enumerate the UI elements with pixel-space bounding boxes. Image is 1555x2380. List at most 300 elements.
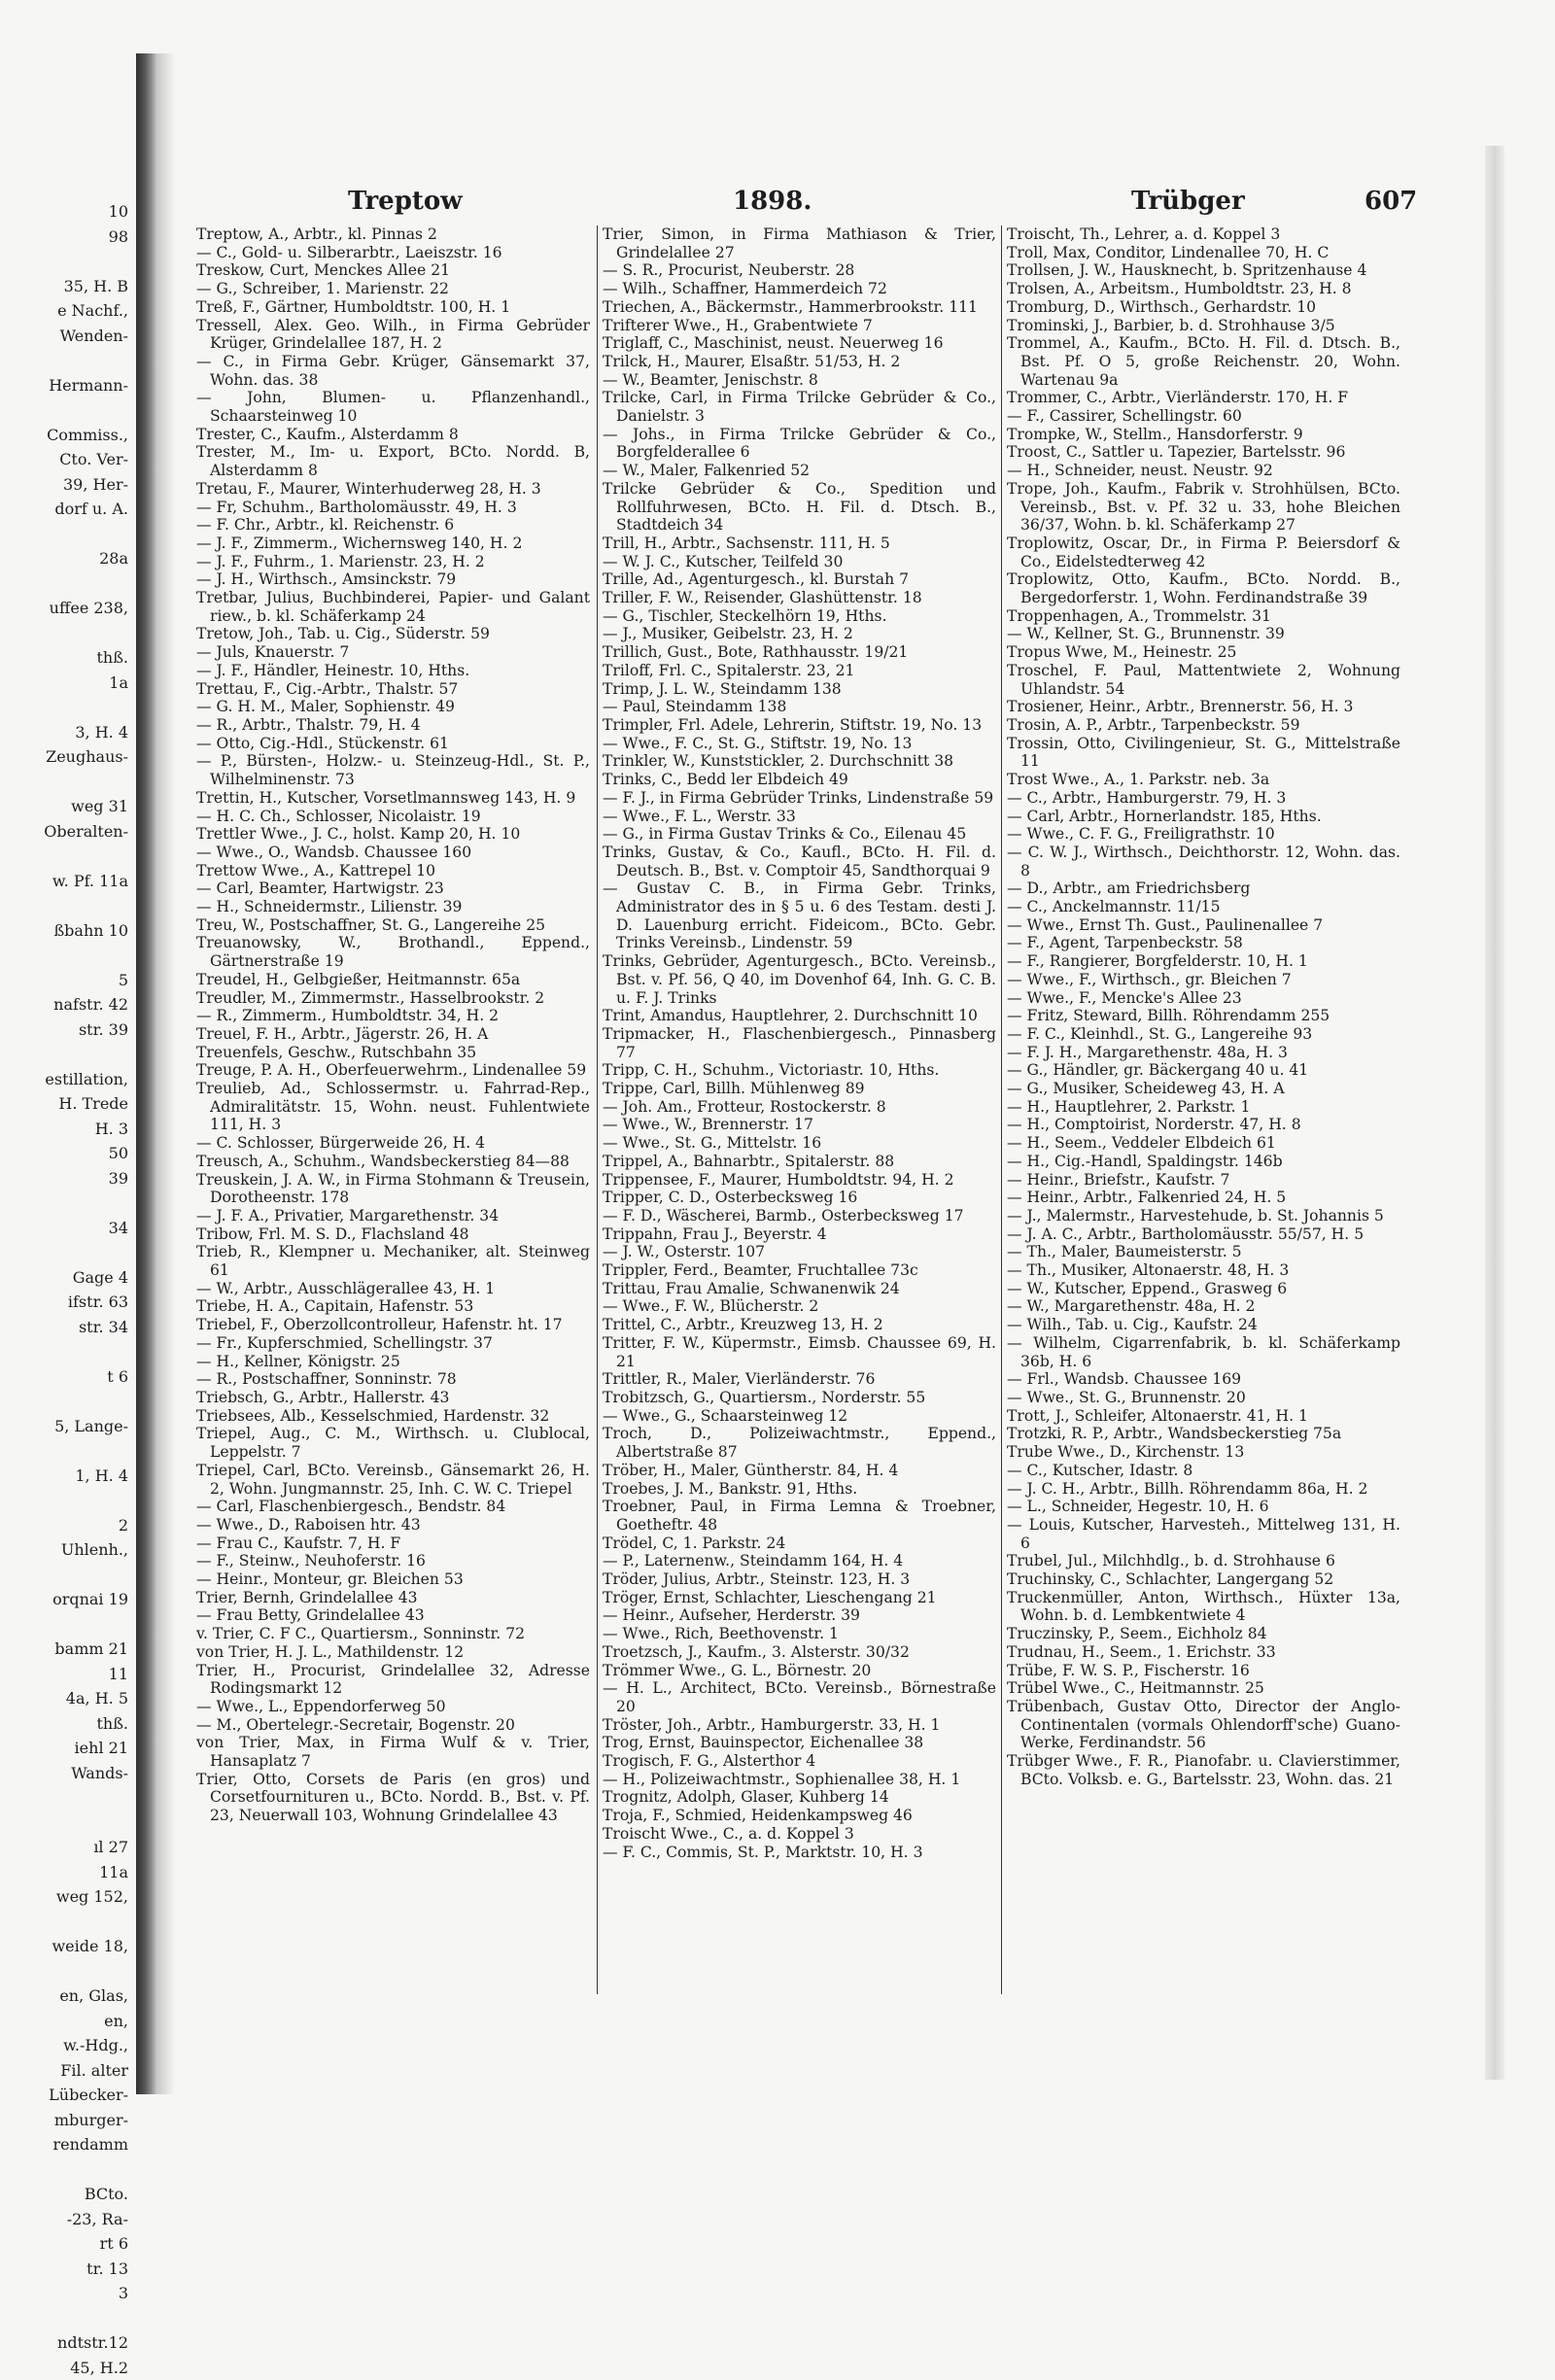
- directory-entry: Trille, Ad., Agenturgesch., kl. Burstah 7: [603, 570, 996, 589]
- header-left-keyword: Treptow: [348, 187, 463, 216]
- directory-entry: — Fr., Kupferschmied, Schellingstr. 37: [196, 1334, 590, 1353]
- directory-entry: Trippe, Carl, Billh. Mühlenweg 89: [603, 1080, 996, 1098]
- directory-entry: — Wwe., O., Wandsb. Chaussee 160: [196, 844, 590, 862]
- directory-entry: Treusch, A., Schuhm., Wandsbeckerstieg 84—88: [196, 1153, 590, 1171]
- directory-entry: Treskow, Curt, Menckes Allee 21: [196, 261, 590, 280]
- directory-entry: Triebsch, G., Arbtr., Hallerstr. 43: [196, 1389, 590, 1407]
- directory-entry: — J. F., Fuhrm., 1. Marienstr. 23, H. 2: [196, 553, 590, 571]
- fragment-line: 5: [0, 968, 132, 993]
- directory-entry: Tretbar, Julius, Buchbinderei, Papier- und Galant riew., b. kl. Schäferkamp 24: [196, 589, 590, 625]
- fragment-line: 45, H.2: [0, 2356, 132, 2380]
- directory-entry: Trope, Joh., Kaufm., Fabrik v. Strohhülsen, BCto. Vereinsb., Bst. v. Pf. 32 u. 33, hohe Bleichen 36/37, Wohn. b. kl. Schäferkamp 27: [1007, 480, 1400, 535]
- directory-entry: Trossin, Otto, Civilingenieur, St. G., Mittelstraße 11: [1007, 735, 1400, 771]
- directory-entry: — R., Zimmerm., Humboldtstr. 34, H. 2: [196, 1007, 590, 1025]
- directory-entry: — Wwe., G., Schaarsteinweg 12: [603, 1407, 996, 1426]
- directory-entry: — H., Polizeiwachtmstr., Sophienallee 38, H. 1: [603, 1771, 996, 1789]
- fragment-line: Oberalten-: [0, 819, 132, 845]
- directory-entry: — Heinr., Aufseher, Herderstr. 39: [603, 1606, 996, 1625]
- directory-entry: — D., Arbtr., am Friedrichsberg: [1007, 880, 1400, 898]
- directory-entry: — J., Musiker, Geibelstr. 23, H. 2: [603, 625, 996, 643]
- fragment-line: estillation,: [0, 1067, 132, 1092]
- directory-entry: — G., Tischler, Steckelhörn 19, Hths.: [603, 607, 996, 626]
- book-spine: [136, 53, 157, 2094]
- fragment-line: en,: [0, 2009, 132, 2034]
- directory-entry: Trubel, Jul., Milchhdlg., b. d. Strohhause 6: [1007, 1552, 1400, 1570]
- directory-entry: — J., Malermstr., Harvestehude, b. St. Johannis 5: [1007, 1207, 1400, 1225]
- directory-entry: — Wwe., C. F. G., Freiligrathstr. 10: [1007, 825, 1400, 844]
- directory-entry: — Heinr., Arbtr., Falkenried 24, H. 5: [1007, 1189, 1400, 1207]
- directory-entry: Tripp, C. H., Schuhm., Victoriastr. 10, Hths.: [603, 1061, 996, 1080]
- directory-entry: Trier, Simon, in Firma Mathiason & Trier, Grindelallee 27: [603, 225, 996, 261]
- directory-entry: Trier, H., Procurist, Grindelallee 32, Adresse Rodingsmarkt 12: [196, 1662, 590, 1698]
- directory-entry: — H., Cig.-Handl, Spaldingstr. 146b: [1007, 1153, 1400, 1171]
- directory-entry: — Carl, Arbtr., Hornerlandstr. 185, Hths.: [1007, 808, 1400, 826]
- directory-entry: — Otto, Cig.-Hdl., Stückenstr. 61: [196, 735, 590, 753]
- directory-entry: Trilck, H., Maurer, Elsaßtr. 51/53, H. 2: [603, 353, 996, 371]
- directory-entry: Treuanowsky, W., Brothandl., Eppend., Gärtnerstraße 19: [196, 934, 590, 970]
- fragment-line: Wenden-: [0, 324, 132, 349]
- directory-entry: Troischt, Th., Lehrer, a. d. Koppel 3: [1007, 225, 1400, 244]
- directory-entry: — Wwe., D., Raboisen htr. 43: [196, 1516, 590, 1535]
- directory-entry: Tretau, F., Maurer, Winterhuderweg 28, H. 3: [196, 480, 590, 499]
- directory-entry: Truckenmüller, Anton, Wirthsch., Hüxter 13a, Wohn. b. d. Lembkentwiete 4: [1007, 1589, 1400, 1625]
- directory-entry: Trill, H., Arbtr., Sachsenstr. 111, H. 5: [603, 535, 996, 553]
- directory-entry: Trott, J., Schleifer, Altonaerstr. 41, H. 1: [1007, 1407, 1400, 1426]
- fragment-line: [0, 2306, 132, 2331]
- directory-entry: Tromburg, D., Wirthsch., Gerhardstr. 10: [1007, 298, 1400, 317]
- fragment-line: dorf u. A.: [0, 497, 132, 522]
- directory-entry: Tritter, F. W., Küpermstr., Eimsb. Chaussee 69, H. 21: [603, 1334, 996, 1370]
- directory-entry: Troja, F., Schmied, Heidenkampsweg 46: [603, 1807, 996, 1825]
- fragment-line: -23, Ra-: [0, 2207, 132, 2232]
- directory-entry: — Frau Betty, Grindelallee 43: [196, 1606, 590, 1625]
- fragment-line: [0, 2157, 132, 2183]
- fragment-line: 28a: [0, 546, 132, 571]
- directory-entry: Tressell, Alex. Geo. Wilh., in Firma Gebrüder Krüger, Grindelallee 187, H. 2: [196, 317, 590, 353]
- directory-entry: — G., Schreiber, 1. Marienstr. 22: [196, 280, 590, 298]
- fragment-line: [0, 1959, 132, 1984]
- directory-entry: Trogisch, F. G., Alsterthor 4: [603, 1752, 996, 1771]
- directory-entry: Trippler, Ferd., Beamter, Fruchtallee 73c: [603, 1261, 996, 1280]
- directory-entry: — Wwe., F., Wirthsch., gr. Bleichen 7: [1007, 971, 1400, 989]
- fragment-line: en, Glas,: [0, 1983, 132, 2009]
- directory-entry: — H., Schneidermstr., Lilienstr. 39: [196, 898, 590, 916]
- fragment-line: H. Trede: [0, 1091, 132, 1117]
- fragment-line: 34: [0, 1216, 132, 1241]
- directory-entry: Triebsees, Alb., Kesselschmied, Hardenstr. 32: [196, 1407, 590, 1426]
- directory-entry: Tropus Wwe, M., Heinestr. 25: [1007, 643, 1400, 662]
- directory-entry: Trimp, J. L. W., Steindamm 138: [603, 680, 996, 699]
- fragment-line: weide 18,: [0, 1934, 132, 1959]
- directory-entry: — W., Margarethenstr. 48a, H. 2: [1007, 1297, 1400, 1316]
- directory-entry: Trognitz, Adolph, Glaser, Kuhberg 14: [603, 1788, 996, 1807]
- fragment-line: 11a: [0, 1860, 132, 1885]
- directory-entry: Trester, C., Kaufm., Alsterdamm 8: [196, 426, 590, 444]
- fragment-line: Fil. alter: [0, 2058, 132, 2084]
- directory-entry: von Trier, H. J. L., Mathildenstr. 12: [196, 1643, 590, 1662]
- fragment-line: 10: [0, 199, 132, 224]
- directory-entry: — F., Cassirer, Schellingstr. 60: [1007, 407, 1400, 426]
- header-right-keyword: Trübger: [1131, 187, 1245, 216]
- fragment-line: [0, 571, 132, 597]
- directory-entry: — J. F., Zimmerm., Wichernsweg 140, H. 2: [196, 535, 590, 553]
- directory-entry: — C., Arbtr., Hamburgerstr. 79, H. 3: [1007, 789, 1400, 808]
- fragment-line: Lübecker-: [0, 2083, 132, 2108]
- directory-entry: — G., Händler, gr. Bäckergang 40 u. 41: [1007, 1061, 1400, 1080]
- directory-entry: Treß, F., Gärtner, Humboldtstr. 100, H. 1: [196, 298, 590, 317]
- fragment-line: [0, 522, 132, 547]
- header-year: 1898.: [733, 187, 812, 216]
- fragment-line: Gage 4: [0, 1265, 132, 1291]
- fragment-line: [0, 1389, 132, 1414]
- directory-entry: Troch, D., Polizeiwachtmstr., Eppend., Albertstraße 87: [603, 1425, 996, 1461]
- fragment-line: [0, 1438, 132, 1464]
- fragment-line: rendamm: [0, 2132, 132, 2157]
- fragment-line: 50: [0, 1141, 132, 1166]
- directory-entry: — W., Beamter, Jenischstr. 8: [603, 371, 996, 390]
- directory-entry: — Fr, Schuhm., Bartholomäusstr. 49, H. 3: [196, 499, 590, 517]
- fragment-line: 2: [0, 1513, 132, 1538]
- directory-entry: Troplowitz, Oscar, Dr., in Firma P. Beiersdorf & Co., Eidelstedterweg 42: [1007, 535, 1400, 570]
- fragment-line: ßbahn 10: [0, 918, 132, 944]
- directory-entry: — F. Chr., Arbtr., kl. Reichenstr. 6: [196, 516, 590, 535]
- directory-entry: — C., in Firma Gebr. Krüger, Gänsemarkt 37, Wohn. das. 38: [196, 353, 590, 389]
- fragment-line: Zeughaus-: [0, 744, 132, 770]
- fragment-line: 39: [0, 1166, 132, 1191]
- directory-entry: — W., Kellner, St. G., Brunnenstr. 39: [1007, 625, 1400, 643]
- directory-entry: — H. L., Architect, BCto. Vereinsb., Börnestraße 20: [603, 1679, 996, 1715]
- directory-entry: Troischt Wwe., C., a. d. Koppel 3: [603, 1825, 996, 1844]
- page-number: 607: [1365, 187, 1417, 216]
- directory-entry: — Frl., Wandsb. Chaussee 169: [1007, 1370, 1400, 1389]
- directory-entry: Trinks, Gustav, & Co., Kaufl., BCto. H. Fil. d. Deutsch. B., Bst. v. Comptoir 45, Sandthorquai 9: [603, 844, 996, 880]
- fragment-line: 39, Her-: [0, 472, 132, 498]
- directory-entry: — Th., Maler, Baumeisterstr. 5: [1007, 1243, 1400, 1261]
- directory-entry: Trettow Wwe., A., Kattrepel 10: [196, 862, 590, 880]
- fragment-line: [0, 943, 132, 968]
- directory-entry: Troebner, Paul, in Firma Lemna & Troebner, Goetheftr. 48: [603, 1498, 996, 1534]
- directory-entry: Trompke, W., Stellm., Hansdorferstr. 9: [1007, 426, 1400, 444]
- directory-entry: — Heinr., Monteur, gr. Bleichen 53: [196, 1570, 590, 1589]
- left-page-fragment: [0, 199, 132, 2026]
- directory-entry: — Wilh., Tab. u. Cig., Kaufstr. 24: [1007, 1316, 1400, 1334]
- directory-entry: Trieb, R., Klempner u. Mechaniker, alt. Steinweg 61: [196, 1243, 590, 1279]
- directory-entry: Trosiener, Heinr., Arbtr., Brennerstr. 56, H. 3: [1007, 698, 1400, 716]
- page-edge: [1485, 146, 1504, 2080]
- fragment-line: ıl 27: [0, 1835, 132, 1860]
- directory-entry: — H., Comptoirist, Norderstr. 47, H. 8: [1007, 1116, 1400, 1134]
- directory-entry: Trilcke Gebrüder & Co., Spedition und Rollfuhrwesen, BCto. H. Fil. d. Dtsch. B., Stadtdeich 34: [603, 480, 996, 535]
- directory-entry: Treudel, H., Gelbgießer, Heitmannstr. 65a: [196, 971, 590, 989]
- fragment-line: [0, 397, 132, 423]
- directory-entry: v. Trier, C. F C., Quartiersm., Sonninstr. 72: [196, 1625, 590, 1643]
- fragment-line: str. 39: [0, 1018, 132, 1043]
- directory-entry: Treu, W., Postschaffner, St. G., Langereihe 25: [196, 916, 590, 935]
- directory-entry: — F. C., Commis, St. P., Marktstr. 10, H. 3: [603, 1844, 996, 1862]
- directory-column-2: [603, 225, 996, 2004]
- gutter-shadow: [157, 53, 175, 2094]
- directory-entry: Trominski, J., Barbier, b. d. Strohhause 3/5: [1007, 317, 1400, 335]
- fragment-line: Cto. Ver-: [0, 447, 132, 472]
- directory-entry: Trippahn, Frau J., Beyerstr. 4: [603, 1225, 996, 1244]
- directory-entry: Troost, C., Sattler u. Tapezier, Bartelsstr. 96: [1007, 443, 1400, 462]
- directory-entry: Treptow, A., Arbtr., kl. Pinnas 2: [196, 225, 590, 244]
- directory-entry: — F. C., Kleinhdl., St. G., Langereihe 93: [1007, 1025, 1400, 1044]
- directory-entry: Triglaff, C., Maschinist, neust. Neuerweg 16: [603, 334, 996, 353]
- fragment-line: 4a, H. 5: [0, 1686, 132, 1711]
- fragment-line: [0, 1240, 132, 1265]
- directory-entry: Troschel, F. Paul, Mattentwiete 2, Wohnung Uhlandstr. 54: [1007, 662, 1400, 698]
- fragment-line: Wands-: [0, 1761, 132, 1786]
- directory-entry: — H., Kellner, Königstr. 25: [196, 1353, 590, 1371]
- directory-entry: Tribow, Frl. M. S. D., Flachsland 48: [196, 1225, 590, 1244]
- fragment-line: H. 3: [0, 1117, 132, 1142]
- directory-entry: — Wwe., F. L., Werstr. 33: [603, 808, 996, 826]
- directory-entry: — Heinr., Briefstr., Kaufstr. 7: [1007, 1171, 1400, 1190]
- directory-entry: Trier, Otto, Corsets de Paris (en gros) und Corsetfournituren u., BCto. Nordd. B., Bst. v. Pf. 23, Neuerwall 103, Wohnung Grindelallee 43: [196, 1771, 590, 1825]
- fragment-line: [0, 770, 132, 795]
- fragment-line: [0, 1785, 132, 1811]
- directory-entry: Trittler, R., Maler, Vierländerstr. 76: [603, 1370, 996, 1389]
- directory-entry: Treuge, P. A. H., Oberfeuerwehrm., Lindenallee 59: [196, 1061, 590, 1080]
- directory-entry: Triloff, Frl. C., Spitalerstr. 23, 21: [603, 662, 996, 680]
- directory-entry: — C. W. J., Wirthsch., Deichthorstr. 12, Wohn. das. 8: [1007, 844, 1400, 880]
- fragment-line: rt 6: [0, 2231, 132, 2257]
- directory-entry: Trube Wwe., D., Kirchenstr. 13: [1007, 1443, 1400, 1462]
- directory-entry: Trier, Bernh, Grindelallee 43: [196, 1589, 590, 1607]
- directory-entry: Trinkler, W., Kunststickler, 2. Durchschnitt 38: [603, 752, 996, 771]
- directory-entry: — J. F. A., Privatier, Margarethenstr. 34: [196, 1207, 590, 1225]
- directory-entry: — L., Schneider, Hegestr. 10, H. 6: [1007, 1498, 1400, 1516]
- fragment-line: [0, 844, 132, 869]
- directory-entry: — Wwe., Rich, Beethovenstr. 1: [603, 1625, 996, 1643]
- directory-entry: Trilcke, Carl, in Firma Trilcke Gebrüder & Co., Danielstr. 3: [603, 389, 996, 425]
- directory-entry: Trobitzsch, G., Quartiersm., Norderstr. 55: [603, 1389, 996, 1407]
- directory-entry: — Th., Musiker, Altonaerstr. 48, H. 3: [1007, 1261, 1400, 1280]
- fragment-line: 1, H. 4: [0, 1464, 132, 1489]
- directory-entry: — Joh. Am., Frotteur, Rostockerstr. 8: [603, 1098, 996, 1117]
- directory-entry: Trolsen, A., Arbeitsm., Humboldtstr. 23, H. 8: [1007, 280, 1400, 298]
- directory-entry: Trotzki, R. P., Arbtr., Wandsbeckerstieg 75a: [1007, 1425, 1400, 1443]
- fragment-line: Hermann-: [0, 373, 132, 398]
- fragment-line: [0, 1042, 132, 1067]
- directory-entry: Trömmer Wwe., G. L., Börnestr. 20: [603, 1662, 996, 1680]
- directory-entry: Truczinsky, P., Seem., Eichholz 84: [1007, 1625, 1400, 1643]
- fragment-line: bamm 21: [0, 1637, 132, 1662]
- directory-entry: Tröster, Joh., Arbtr., Hamburgerstr. 33, H. 1: [603, 1716, 996, 1735]
- directory-entry: — Wwe., F. C., St. G., Stiftstr. 19, No. 13: [603, 735, 996, 753]
- directory-entry: Trimpler, Frl. Adele, Lehrerin, Stiftstr. 19, No. 13: [603, 716, 996, 735]
- directory-entry: Treuel, F. H., Arbtr., Jägerstr. 26, H. A: [196, 1025, 590, 1044]
- directory-entry: — H., Schneider, neust. Neustr. 92: [1007, 462, 1400, 480]
- directory-entry: — John, Blumen- u. Pflanzenhandl., Schaarsteinweg 10: [196, 389, 590, 425]
- fragment-line: orqnai 19: [0, 1587, 132, 1612]
- directory-entry: — Louis, Kutscher, Harvesteh., Mittelweg 131, H. 6: [1007, 1516, 1400, 1552]
- directory-entry: Trübenbach, Gustav Otto, Director der Anglo-Continentalen (vormals Ohlendorff'sche) Guano-Werke, Ferdinandstr. 56: [1007, 1698, 1400, 1752]
- fragment-line: uffee 238,: [0, 596, 132, 621]
- directory-column-1: [196, 225, 590, 2004]
- fragment-line: [0, 249, 132, 274]
- directory-entry: Treuenfels, Geschw., Rutschbahn 35: [196, 1044, 590, 1062]
- directory-entry: Tripmacker, H., Flaschenbiergesch., Pinnasberg 77: [603, 1025, 996, 1061]
- directory-entry: — M., Obertelegr.-Secretair, Bogenstr. 20: [196, 1716, 590, 1735]
- directory-entry: — F. J., in Firma Gebrüder Trinks, Lindenstraße 59: [603, 789, 996, 808]
- directory-entry: — R., Arbtr., Thalstr. 79, H. 4: [196, 716, 590, 735]
- directory-entry: Trinks, Gebrüder, Agenturgesch., BCto. Vereinsb., Bst. v. Pf. 56, Q 40, im Dovenhof 64, Inh. G. C. B. u. F. J. Trinks: [603, 952, 996, 1007]
- directory-entry: Trittel, C., Arbtr., Kreuzweg 13, H. 2: [603, 1316, 996, 1334]
- directory-entry: Trittau, Frau Amalie, Schwanenwik 24: [603, 1280, 996, 1298]
- directory-entry: Trippel, A., Bahnarbtr., Spitalerstr. 88: [603, 1153, 996, 1171]
- directory-entry: Triebe, H. A., Capitain, Hafenstr. 53: [196, 1297, 590, 1316]
- directory-entry: Trint, Amandus, Hauptlehrer, 2. Durchschnitt 10: [603, 1007, 996, 1025]
- directory-entry: — Fritz, Steward, Billh. Röhrendamm 255: [1007, 1007, 1400, 1025]
- fragment-line: t 6: [0, 1364, 132, 1390]
- directory-entry: Trübel Wwe., C., Heitmannstr. 25: [1007, 1679, 1400, 1698]
- directory-entry: — P., Laternenw., Steindamm 164, H. 4: [603, 1552, 996, 1570]
- directory-entry: Trost Wwe., A., 1. Parkstr. neb. 3a: [1007, 771, 1400, 789]
- directory-entry: Troetzsch, J., Kaufm., 3. Alsterstr. 30/32: [603, 1643, 996, 1662]
- directory-entry: Trudnau, H., Seem., 1. Erichstr. 33: [1007, 1643, 1400, 1662]
- fragment-line: weg 152,: [0, 1884, 132, 1910]
- directory-entry: — Gustav C. B., in Firma Gebr. Trinks, Administrator des in § 5 u. 6 des Testam. desti J. D. Lauenburg erricht. Fideicom., BCto. Gebr. Trinks Vereinsb., Lindenstr. 59: [603, 880, 996, 952]
- directory-entry: — H. C. Ch., Schlosser, Nicolaistr. 19: [196, 808, 590, 826]
- fragment-line: [0, 621, 132, 646]
- fragment-line: w. Pf. 11a: [0, 869, 132, 894]
- directory-entry: Trommer, C., Arbtr., Vierländerstr. 170, H. F: [1007, 389, 1400, 407]
- directory-entry: — J. F., Händler, Heinestr. 10, Hths.: [196, 662, 590, 680]
- fragment-line: Commiss.,: [0, 423, 132, 448]
- fragment-line: [0, 1612, 132, 1638]
- directory-entry: Trettler Wwe., J. C., holst. Kamp 20, H. 10: [196, 825, 590, 844]
- directory-entry: — W. J. C., Kutscher, Teilfeld 30: [603, 553, 996, 571]
- directory-entry: — Wilh., Schaffner, Hammerdeich 72: [603, 280, 996, 298]
- directory-entry: — H., Seem., Veddeler Elbdeich 61: [1007, 1134, 1400, 1153]
- fragment-line: [0, 1811, 132, 1836]
- directory-entry: — Juls, Knauerstr. 7: [196, 643, 590, 662]
- directory-entry: Triller, F. W., Reisender, Glashüttenstr. 18: [603, 589, 996, 607]
- directory-entry: — Wwe., Ernst Th. Gust., Paulinenallee 7: [1007, 916, 1400, 935]
- fragment-line: thß.: [0, 1711, 132, 1737]
- directory-entry: Trettin, H., Kutscher, Vorsetlmannsweg 143, H. 9: [196, 789, 590, 808]
- directory-entry: — J. H., Wirthsch., Amsinckstr. 79: [196, 570, 590, 589]
- fragment-line: BCto.: [0, 2182, 132, 2207]
- directory-entry: — F., Rangierer, Borgfelderstr. 10, H. 1: [1007, 952, 1400, 971]
- directory-entry: Tröger, Ernst, Schlachter, Lieschengang 21: [603, 1589, 996, 1607]
- directory-entry: Trifterer Wwe., H., Grabentwiete 7: [603, 317, 996, 335]
- directory-entry: Trester, M., Im- u. Export, BCto. Nordd. B, Alsterdamm 8: [196, 443, 590, 479]
- directory-entry: Trettau, F., Cig.-Arbtr., Thalstr. 57: [196, 680, 590, 699]
- directory-entry: — W., Arbtr., Ausschlägerallee 43, H. 1: [196, 1280, 590, 1298]
- directory-entry: — Wilhelm, Cigarrenfabrik, b. kl. Schäferkamp 36b, H. 6: [1007, 1334, 1400, 1370]
- directory-entry: Treuskein, J. A. W., in Firma Stohmann & Treusein, Dorotheenstr. 178: [196, 1171, 590, 1207]
- directory-entry: — G., in Firma Gustav Trinks & Co., Eilenau 45: [603, 825, 996, 844]
- directory-entry: Troebes, J. M., Bankstr. 91, Hths.: [603, 1480, 996, 1499]
- directory-entry: Trillich, Gust., Bote, Rathhausstr. 19/21: [603, 643, 996, 662]
- directory-entry: — Johs., in Firma Trilcke Gebrüder & Co., Borgfelderallee 6: [603, 426, 996, 462]
- directory-entry: — C. Schlosser, Bürgerweide 26, H. 4: [196, 1134, 590, 1153]
- directory-entry: — Wwe., L., Eppendorferweg 50: [196, 1698, 590, 1716]
- directory-column-3: [1007, 225, 1400, 2004]
- directory-entry: — Carl, Flaschenbiergesch., Bendstr. 84: [196, 1498, 590, 1516]
- directory-entry: — F., Agent, Tarpenbeckstr. 58: [1007, 934, 1400, 952]
- directory-entry: Troppenhagen, A., Trommelstr. 31: [1007, 607, 1400, 626]
- fragment-line: 98: [0, 224, 132, 250]
- fragment-line: [0, 1910, 132, 1935]
- directory-entry: — Wwe., F., Mencke's Allee 23: [1007, 989, 1400, 1008]
- directory-entry: — C., Gold- u. Silberarbtr., Laeiszstr. 16: [196, 244, 590, 262]
- directory-entry: — W., Kutscher, Eppend., Grasweg 6: [1007, 1280, 1400, 1298]
- directory-entry: Trödel, C, 1. Parkstr. 24: [603, 1535, 996, 1553]
- fragment-line: 1a: [0, 671, 132, 696]
- directory-entry: Trosin, A. P., Arbtr., Tarpenbeckstr. 59: [1007, 716, 1400, 735]
- running-header: [190, 187, 1392, 222]
- fragment-line: e Nachf.,: [0, 298, 132, 324]
- fragment-line: weg 31: [0, 794, 132, 819]
- directory-entry: — J. A. C., Arbtr., Bartholomäusstr. 55/57, H. 5: [1007, 1225, 1400, 1244]
- fragment-line: [0, 695, 132, 720]
- directory-entry: — C., Anckelmannstr. 11/15: [1007, 898, 1400, 916]
- column-divider: [1001, 225, 1002, 1994]
- directory-entry: Triepel, Carl, BCto. Vereinsb., Gänsemarkt 26, H. 2, Wohn. Jungmannstr. 25, Inh. C. W. C. Triepel: [196, 1462, 590, 1498]
- fragment-line: [0, 1190, 132, 1216]
- fragment-line: 5, Lange-: [0, 1414, 132, 1439]
- fragment-line: str. 34: [0, 1315, 132, 1340]
- directory-entry: — F. J. H., Margarethenstr. 48a, H. 3: [1007, 1044, 1400, 1062]
- directory-entry: — Wwe., W., Brennerstr. 17: [603, 1116, 996, 1134]
- directory-entry: — J. W., Osterstr. 107: [603, 1243, 996, 1261]
- directory-entry: Triepel, Aug., C. M., Wirthsch. u. Clublocal, Leppelstr. 7: [196, 1425, 590, 1461]
- directory-entry: — F. D., Wäscherei, Barmb., Osterbecksweg 17: [603, 1207, 996, 1225]
- fragment-line: [0, 1488, 132, 1513]
- directory-entry: — F., Steinw., Neuhoferstr. 16: [196, 1552, 590, 1570]
- directory-entry: — Frau C., Kaufstr. 7, H. F: [196, 1535, 590, 1553]
- directory-entry: Tröber, H., Maler, Güntherstr. 84, H. 4: [603, 1462, 996, 1480]
- directory-entry: — P., Bürsten-, Holzw.- u. Steinzeug-Hdl., St. P., Wilhelminenstr. 73: [196, 752, 590, 788]
- fragment-line: mburger-: [0, 2108, 132, 2133]
- directory-entry: Treulieb, Ad., Schlossermstr. u. Fahrrad-Rep., Admiralitätstr. 15, Wohn. neust. Fuhlentwiete 111, H. 3: [196, 1080, 590, 1134]
- directory-entry: — Wwe., F. W., Blücherstr. 2: [603, 1297, 996, 1316]
- fragment-line: iehl 21: [0, 1736, 132, 1761]
- fragment-line: [0, 348, 132, 373]
- directory-entry: — H., Hauptlehrer, 2. Parkstr. 1: [1007, 1098, 1400, 1117]
- directory-entry: — J. C. H., Arbtr., Billh. Röhrendamm 86a, H. 2: [1007, 1480, 1400, 1499]
- directory-entry: — R., Postschaffner, Sonninstr. 78: [196, 1370, 590, 1389]
- directory-entry: Treudler, M., Zimmermstr., Hasselbrookstr. 2: [196, 989, 590, 1008]
- fragment-line: Uhlenh.,: [0, 1537, 132, 1563]
- directory-entry: Trog, Ernst, Bauinspector, Eichenallee 38: [603, 1734, 996, 1752]
- directory-entry: — Paul, Steindamm 138: [603, 698, 996, 716]
- directory-entry: Tröder, Julius, Arbtr., Steinstr. 123, H. 3: [603, 1570, 996, 1589]
- fragment-line: w.-Hdg.,: [0, 2033, 132, 2058]
- directory-entry: Troll, Max, Conditor, Lindenallee 70, H. C: [1007, 244, 1400, 262]
- directory-entry: — S. R., Procurist, Neuberstr. 28: [603, 261, 996, 280]
- directory-entry: — Wwe., St. G., Brunnenstr. 20: [1007, 1389, 1400, 1407]
- fragment-line: ndtstr.12: [0, 2330, 132, 2356]
- fragment-line: nafstr. 42: [0, 992, 132, 1018]
- fragment-line: tr. 13: [0, 2257, 132, 2282]
- directory-entry: — Wwe., St. G., Mittelstr. 16: [603, 1134, 996, 1153]
- directory-entry: Tripper, C. D., Osterbecksweg 16: [603, 1189, 996, 1207]
- fragment-line: thß.: [0, 645, 132, 671]
- fragment-line: 3, H. 4: [0, 720, 132, 745]
- directory-entry: — W., Maler, Falkenried 52: [603, 462, 996, 480]
- directory-entry: Truchinsky, C., Schlachter, Langergang 52: [1007, 1570, 1400, 1589]
- directory-entry: Tretow, Joh., Tab. u. Cig., Süderstr. 59: [196, 625, 590, 643]
- directory-entry: Trollsen, J. W., Hausknecht, b. Spritzenhause 4: [1007, 261, 1400, 280]
- directory-entry: Trinks, C., Bedd ler Elbdeich 49: [603, 771, 996, 789]
- directory-entry: — C., Kutscher, Idastr. 8: [1007, 1462, 1400, 1480]
- directory-entry: — G., Musiker, Scheideweg 43, H. A: [1007, 1080, 1400, 1098]
